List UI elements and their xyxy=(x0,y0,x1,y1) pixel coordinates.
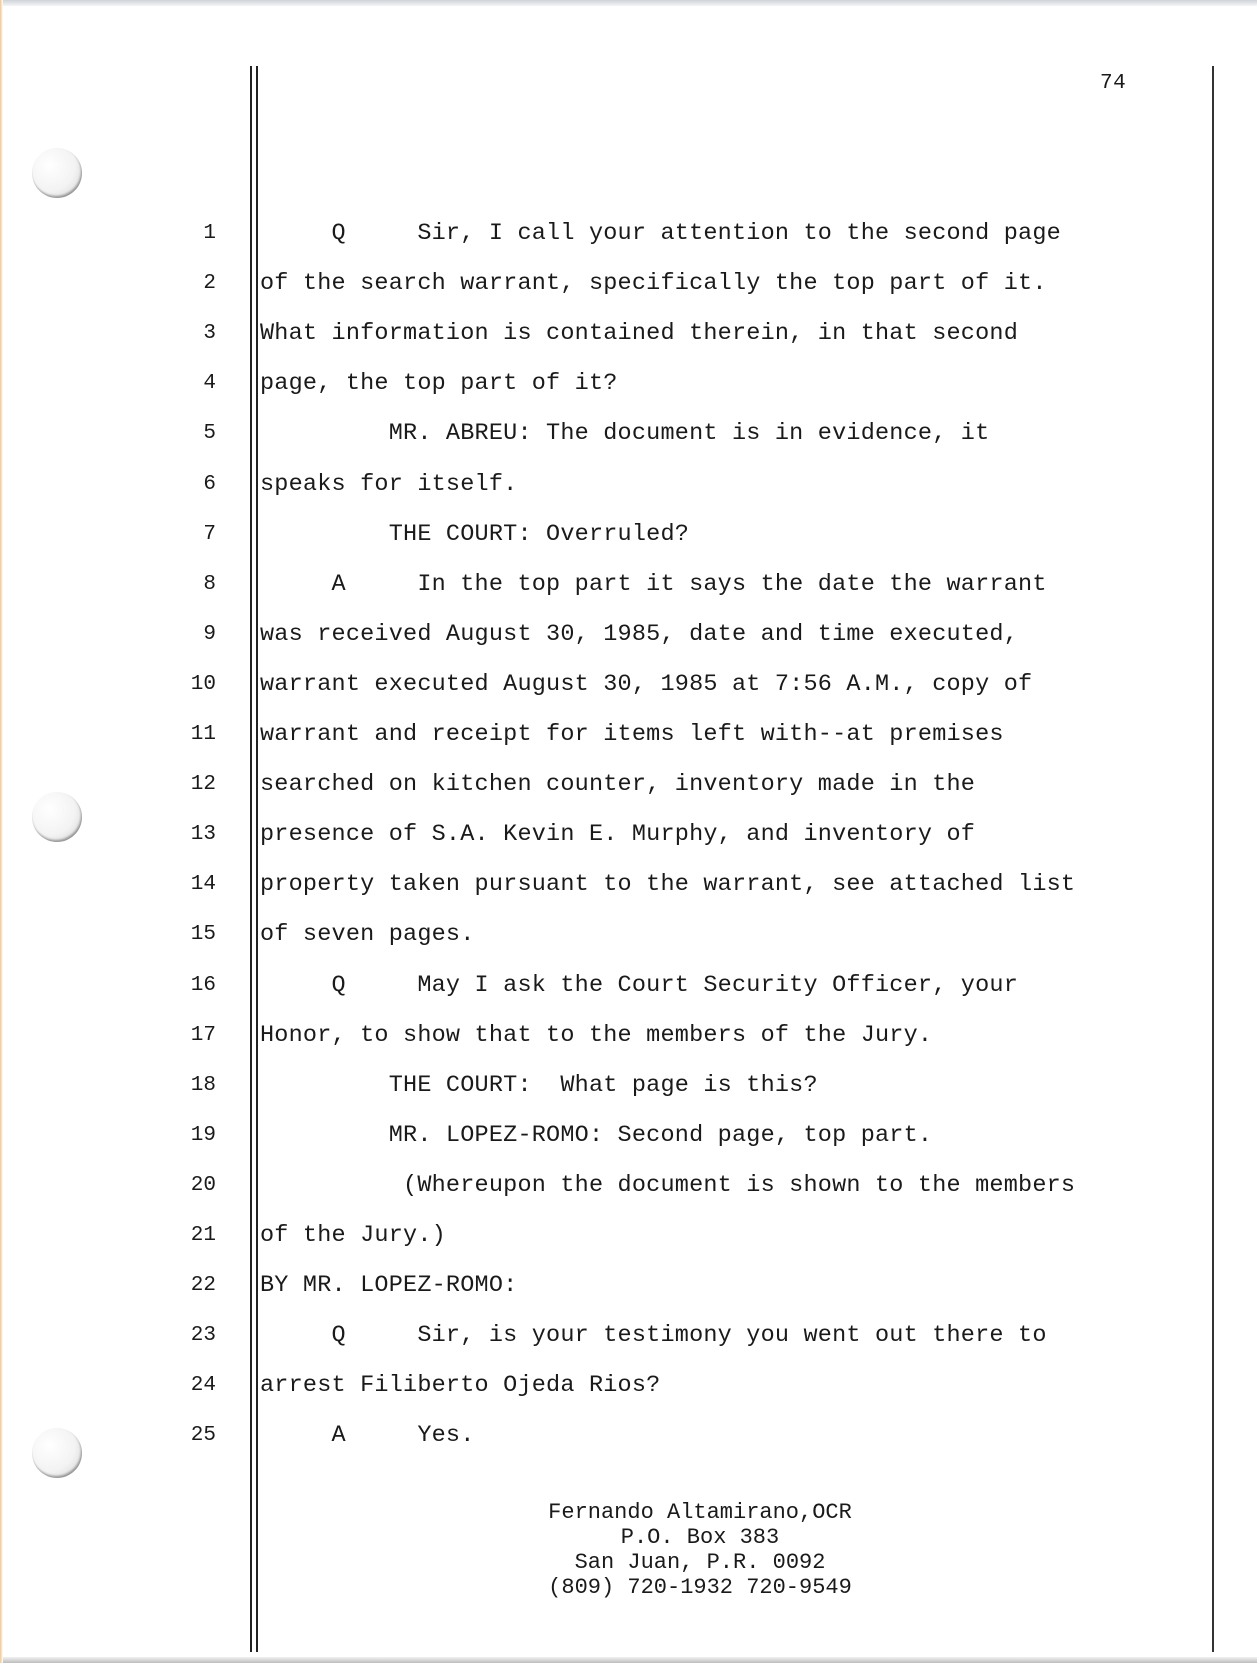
transcript-line: warrant and receipt for items left with--at premises xyxy=(260,721,1004,748)
punch-hole-middle xyxy=(32,792,82,842)
transcript-line: page, the top part of it? xyxy=(260,370,618,397)
line-number: 6 xyxy=(203,473,216,496)
punch-hole-bottom xyxy=(32,1428,82,1478)
transcript-line: MR. ABREU: The document is in evidence, it xyxy=(260,420,990,447)
transcript-line: arrest Filiberto Ojeda Rios? xyxy=(260,1372,661,1399)
line-number: 22 xyxy=(190,1274,216,1297)
right-margin-rule xyxy=(1212,66,1214,1652)
line-number: 10 xyxy=(190,673,216,696)
scan-bottom-edge xyxy=(0,1657,1257,1663)
transcript-line: of the search warrant, specifically the top part of it. xyxy=(260,270,1047,297)
line-number: 13 xyxy=(190,823,216,846)
reporter-footer xyxy=(420,1500,980,1600)
line-number: 3 xyxy=(203,322,216,345)
line-number: 17 xyxy=(190,1024,216,1047)
transcript-line: speaks for itself. xyxy=(260,471,518,498)
line-number: 23 xyxy=(190,1324,216,1347)
page-number: 74 xyxy=(1100,72,1127,95)
punch-hole-top xyxy=(32,148,82,198)
scan-top-edge xyxy=(0,0,1257,6)
transcript-line: MR. LOPEZ-ROMO: Second page, top part. xyxy=(260,1122,933,1149)
left-margin-rule-inner xyxy=(256,66,258,1652)
line-number: 20 xyxy=(190,1174,216,1197)
reporter-address-city: San Juan, P.R. 0092 xyxy=(574,1550,826,1575)
line-number: 8 xyxy=(203,573,216,596)
line-number: 14 xyxy=(190,873,216,896)
line-number: 15 xyxy=(190,923,216,946)
transcript-line: (Whereupon the document is shown to the members xyxy=(260,1172,1076,1199)
line-number: 9 xyxy=(203,623,216,646)
line-number: 11 xyxy=(190,723,216,746)
line-number: 1 xyxy=(203,222,216,245)
transcript-line: Q Sir, is your testimony you went out there to xyxy=(260,1322,1047,1349)
line-number: 2 xyxy=(203,272,216,295)
transcript-line: of seven pages. xyxy=(260,921,475,948)
transcript-line: THE COURT: What page is this? xyxy=(260,1072,818,1099)
transcript-line: of the Jury.) xyxy=(260,1222,446,1249)
line-number: 21 xyxy=(190,1224,216,1247)
transcript-line: property taken pursuant to the warrant, see attached list xyxy=(260,871,1076,898)
line-number: 24 xyxy=(190,1374,216,1397)
transcript-line: was received August 30, 1985, date and time executed, xyxy=(260,621,1019,648)
transcript-line: Q May I ask the Court Security Officer, your xyxy=(260,972,1019,999)
transcript-line: presence of S.A. Kevin E. Murphy, and inventory of xyxy=(260,821,976,848)
scan-left-edge xyxy=(0,0,3,1663)
transcript-line: A Yes. xyxy=(260,1422,475,1449)
transcript-line: searched on kitchen counter, inventory made in the xyxy=(260,771,976,798)
reporter-name: Fernando Altamirano,OCR xyxy=(548,1500,852,1525)
line-number: 12 xyxy=(190,773,216,796)
transcript-line: What information is contained therein, in that second xyxy=(260,320,1019,347)
left-margin-rule-outer xyxy=(250,66,252,1652)
line-number: 25 xyxy=(190,1424,216,1447)
line-number: 16 xyxy=(190,974,216,997)
line-number: 7 xyxy=(203,523,216,546)
transcript-line: THE COURT: Overruled? xyxy=(260,521,690,548)
reporter-phone: (809) 720-1932 720-9549 xyxy=(548,1575,852,1600)
transcript-line: A In the top part it says the date the warrant xyxy=(260,571,1047,598)
transcript-line: Honor, to show that to the members of the Jury. xyxy=(260,1022,933,1049)
transcript-line: Q Sir, I call your attention to the second page xyxy=(260,220,1061,247)
transcript-line: warrant executed August 30, 1985 at 7:56 A.M., copy of xyxy=(260,671,1033,698)
line-number: 5 xyxy=(203,422,216,445)
line-number: 18 xyxy=(190,1074,216,1097)
line-number: 4 xyxy=(203,372,216,395)
transcript-line: BY MR. LOPEZ-ROMO: xyxy=(260,1272,518,1299)
reporter-address-box: P.O. Box 383 xyxy=(620,1525,780,1550)
line-number: 19 xyxy=(190,1124,216,1147)
